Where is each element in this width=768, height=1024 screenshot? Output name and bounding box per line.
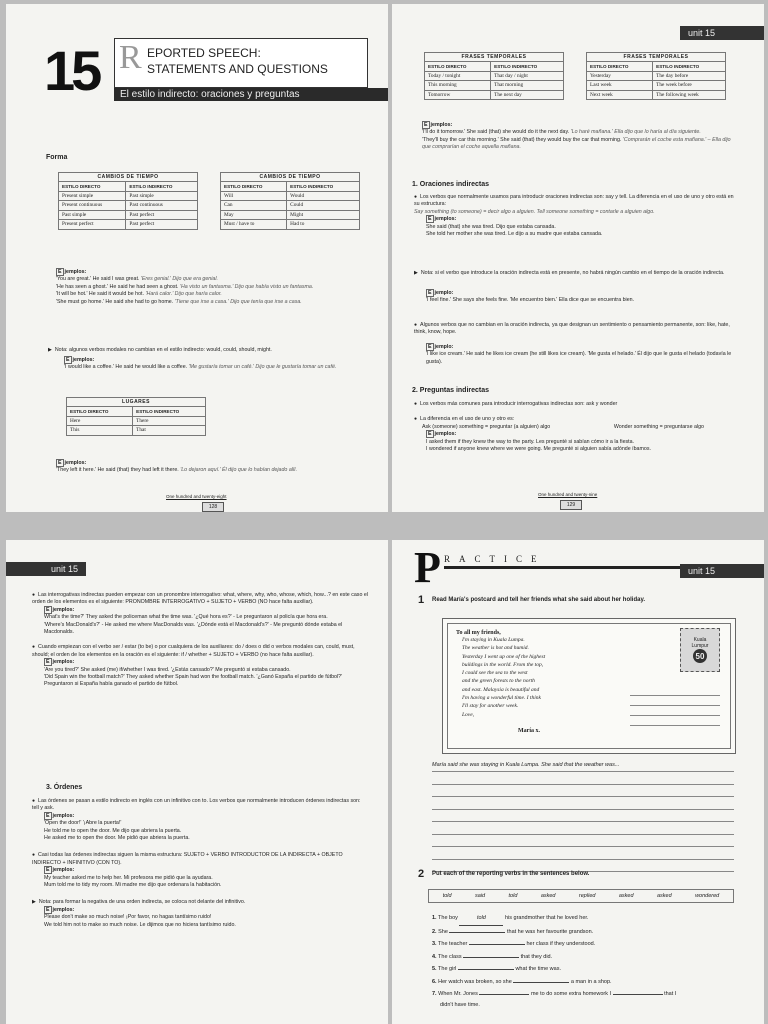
table-header: ESTILO INDIRECTO	[491, 62, 564, 72]
title-box	[114, 38, 368, 88]
table-row: This That	[67, 426, 206, 436]
exercise-1-instruction: Read María's postcard and tell her friends what she said about her holiday.	[432, 597, 646, 603]
page-131	[392, 540, 764, 1024]
table-tense-changes-2	[220, 172, 360, 230]
list-item: 7. When Mr. Jones me to do some extra homework I that I	[432, 991, 677, 997]
unit-label: unit 15	[680, 564, 764, 578]
list-item: 4. The class that they did.	[432, 953, 553, 960]
table-row: Today / tonight That day / night	[425, 71, 564, 81]
table-row: Will Would	[221, 191, 360, 201]
exercise-1-number: 1	[418, 594, 425, 606]
list-item: 5. The girl what the time was.	[432, 966, 561, 972]
table-caption: CAMBIOS DE TIEMPO	[220, 172, 360, 181]
page-number: 128	[202, 502, 224, 512]
section-1-heading: 1. Oraciones indirectas	[412, 181, 490, 188]
address-lines	[630, 686, 720, 726]
section-1-body: ● Los verbos que normalmente usamos para introducir oraciones indirectas son: say y tell. La diferencia en el uso de uno y otro está en su estructura: Say something (to someone) = decir algo a alguien. Tell someone something = contarle a alguien algo. E jemplos: She said (that) she was tired. Dijo que estaba cansada. She told her mother she was tired. Le dijo a su madre que estaba cansada.	[414, 194, 734, 238]
nota-example: E jemplos: 'I would like a coffee.' He said he would like a coffee. 'Me gustaría tomar un café.' Dijo que le gustaría tomar un café.	[64, 357, 337, 371]
table-header: ESTILO DIRECTO	[221, 182, 287, 192]
verb-bank	[428, 889, 734, 903]
exercise-2-items	[432, 912, 742, 1009]
list-item: 2. She that he was her favourite grandson.	[432, 928, 594, 935]
table-header: ESTILO INDIRECTO	[126, 182, 198, 192]
verb-option: told	[442, 893, 452, 899]
section-3-body: ● Las órdenes se pasan a estilo indirecto en inglés con un infinitivo con to. Los verbos que normalmente introducen órdenes indirectas son: tell y ask. E jemplos: 'Open the door!' '¡Abre la puerta!' He told me to open the door. Me dijo que abriera la puerta. He asked me to open the door. Me pidió que abriera la puerta. ● Casi todas las órdenes indirectas siguen la misma estructura: SUJETO + VERBO INTRODUCTOR DE LA INDIRECTA + OBJETO INDIRECTO + INFINITIVO (CON TO). E jemplos: My teacher asked me to help her. Mi profesora me pidió que la ayudara. Mum told me to tidy my room. Mi madre me dijo que ordenara la habitación. ▶ Nota: para formar la negativa de una orden indirecta, se coloca not delante del infinitivo. E jemplos: Please don't make so much noise! ¡Por favor, no hagas tantísimo ruido! We told him not to make so much noise. Le dijimos que no hiciera tantísimo ruido.	[32, 798, 368, 929]
list-item-continued: didn't have time.	[440, 1001, 480, 1008]
table-header: ESTILO INDIRECTO	[133, 407, 206, 417]
page-number: 129	[560, 500, 582, 510]
table-row: Last week The week before	[587, 81, 726, 91]
verb-option: asked	[540, 893, 556, 899]
exercise-2-instruction: Put each of the reporting verbs in the sentences below.	[432, 871, 590, 877]
exercise-2-number: 2	[418, 868, 425, 880]
practice-initial: P	[414, 543, 441, 592]
table-header: ESTILO DIRECTO	[425, 62, 491, 72]
table-row: Must / have to Had to	[221, 220, 360, 230]
list-item: 6. Her watch was broken, so she a man in a shop.	[432, 978, 612, 985]
examples-block-1: E jemplos: 'You are great.' He said I was great. 'Eres genial.' Dijo que era genial. 'He has seen a ghost.' He said he had seen a ghost. 'Ha visto un fantasma.' Dijo que había visto un fantasma. 'It will be hot.' He said it would be hot. 'Hará calor.' Dijo que haría calor. 'She must go home.' He said she had to go home. 'Tiene que irse a casa.' Dijo que tenía que irse a casa.	[56, 269, 314, 305]
table-row: Tomorrow The next day	[425, 90, 564, 100]
verb-option: asked	[618, 893, 634, 899]
exercise-1-answer-lines[interactable]	[432, 762, 734, 872]
section-1-bullet-2: ● Algunos verbos que no cambian en la oración indirecta, ya que designan un sentimiento o pensamiento permanente, son: like, hate, think, know, hope.	[414, 322, 734, 337]
table-tense-changes-1	[58, 172, 198, 230]
table-row: May Might	[221, 210, 360, 220]
verb-option: replied	[578, 893, 596, 899]
unit-label: unit 15	[680, 26, 764, 40]
table-row: Present continuous Past continuous	[59, 201, 198, 211]
table-row: Next week The following week	[587, 90, 726, 100]
table-row: This morning That morning	[425, 81, 564, 91]
title-initial: R	[119, 39, 142, 76]
table-caption: FRASES TEMPORALES	[424, 52, 564, 61]
section-2-heading: 2. Preguntas indirectas	[412, 387, 490, 394]
answer-blank[interactable]	[449, 932, 505, 933]
table-header: ESTILO DIRECTO	[587, 62, 653, 72]
table-row: Present perfect Past perfect	[59, 220, 198, 230]
list-item: 1. The boy told his grandmother that he loved her.	[432, 912, 742, 926]
table-row: Present simple Past simple	[59, 191, 198, 201]
answer-blank[interactable]	[479, 994, 529, 995]
table-row: Here There	[67, 416, 206, 426]
table-header: ESTILO DIRECTO	[67, 407, 133, 417]
verb-option: wondered	[695, 893, 720, 899]
table-time-phrases-1	[424, 52, 564, 100]
table-row: Past simple Past perfect	[59, 210, 198, 220]
page-footer: One hundred and twenty-nine	[538, 492, 598, 497]
section-1-note-example: E jemplo: 'I feel fine.' She says she feels fine. 'Me encuentro bien.' Ella dice que se encuentra bien.	[426, 290, 635, 304]
answer-blank[interactable]	[513, 982, 569, 983]
table-time-phrases-2	[586, 52, 726, 100]
answer-blank[interactable]	[613, 994, 663, 995]
verb-option: said	[475, 893, 486, 899]
examples-block-2: E jemplos: 'They left it here.' He said (that) they had left it there. 'Lo dejaron aquí.' Él dijo que lo habían dejado allí.	[56, 460, 298, 474]
section-1-note: ▶ Nota: si el verbo que introduce la oración indirecta está en presente, no habrá ningún cambio en el tiempo de la oración indirecta.	[414, 270, 734, 277]
table-caption: LUGARES	[66, 397, 206, 406]
table-header: ESTILO DIRECTO	[59, 182, 126, 192]
section-3-heading: 3. Órdenes	[46, 784, 83, 791]
answer-blank[interactable]	[458, 969, 514, 970]
answer-example: María said she was staying in Kuala Lumpa. She said that the weather was...	[432, 762, 734, 772]
page-130	[6, 540, 388, 1024]
postcard-greeting: To all my friends,	[456, 630, 501, 636]
postcard	[442, 618, 736, 754]
ejemplos-label: E jemplos:	[58, 269, 87, 275]
nota-modales: ▶ Nota: algunos verbos modales no cambian en el estilo indirecto: would, could, should, might.	[48, 347, 368, 354]
postcard-message: I'm staying in Kuala Lumpa. The weather is hot and humid. Yesterday I went up one of the highest buildings in the world. From the top, I could see the sea to the west and the green forests to the north and east. Malaysia is beautiful and I'm having a wonderful time. I think I'll stay for another week. Love,	[462, 637, 546, 718]
page-129	[392, 4, 764, 512]
table-places	[66, 397, 206, 436]
unit-label: unit 15	[6, 562, 86, 576]
section-2-body: ● Los verbos más comunes para introducir interrogativas indirectas son: ask y wonder ● La diferencia en el uso de uno y otro es: Ask (someone) something = preguntar (a alguien) algo Wonder something = preguntarse algo E jemplos: I asked them if they knew the way to the party. Les pregunté si sabían cómo ir a la fiesta. I wondered if anyone knew where we were going. Me pregunté si alguien sabía adónde íbamos.	[414, 401, 734, 453]
title-line1: EPORTED SPEECH:	[147, 46, 261, 60]
table-caption: FRASES TEMPORALES	[586, 52, 726, 61]
answer-blank[interactable]	[463, 957, 519, 958]
table-header: ESTILO INDIRECTO	[653, 62, 726, 72]
subtitle-banner: El estilo indirecto: oraciones y preguntas	[114, 88, 388, 101]
page-footer: One hundred and twenty-eight	[166, 494, 227, 499]
title-line2: STATEMENTS AND QUESTIONS	[147, 62, 328, 76]
section-interrogatives: ● Las interrogativas indirectas pueden empezar con un pronombre interrogativo: what, where, why, who, whose, which, how...? en este caso el orden de los elementos es el siguiente: PRONOMBRE INTERROGATIVO + SUJETO + VERBO (NO hace falta auxiliar). E jemplos: What's the time?' They asked the policeman what the time was. '¿Qué hora es?' - Le preguntaron al policía que hora era. 'Where's MacDonald's?' - He asked me where MacDonalds was. '¿Dónde está el Macdonald's?' - Me preguntó dónde estaba el Macdonalds. ● Cuando empiezan con el verbo ser / estar (to be) o por cualquiera de los auxiliares: do / does o did o verbos modales can, could, must, should; el orden de los elementos en la oración es el siguiente: if / whether + SUJETO + VERBO (no hace falta auxiliar). E jemplos: 'Are you tired?' She asked (me) if/whether I was tired. '¿Estás cansado?' Me preguntó si estaba cansado. 'Did Spain win the football match?' They asked whether Spain had won the football match. '¿Ganó España el partido de fútbol?' Preguntaron si España había ganado el partido de fútbol.	[32, 592, 368, 689]
verb-option: asked	[656, 893, 672, 899]
table-caption: CAMBIOS DE TIEMPO	[58, 172, 198, 181]
postcard-signature: María x.	[518, 728, 540, 734]
section-1-bullet-2-example: E jemplo: 'I like ice cream.' He said he likes ice cream (he still likes ice cream). 'Me gusta el helado.' Él dijo que le gusta el helado (todavía le gusta).	[426, 344, 732, 365]
table-row: Can Could	[221, 201, 360, 211]
postage-stamp: Kuala Lumpur 50	[680, 628, 720, 672]
practice-title: RACTICE	[444, 554, 546, 564]
answer-blank[interactable]	[469, 944, 525, 945]
page-128	[6, 4, 388, 512]
table-row: Yesterday The day before	[587, 71, 726, 81]
answer-blank[interactable]: told	[459, 912, 503, 926]
forma-heading: Forma	[46, 154, 68, 161]
unit-number: 15	[44, 39, 99, 102]
examples-time: E jemplos: 'I'll do it tomorrow.' She said (that) she would do it the next day. 'Lo haré mañana.' Ella dijo que lo haría al día siguiente. 'They'll buy the car this morning.' She said (that) they would buy the car that morning. 'Comprarán el coche esta mañana.' – Ella dijo que comprarían el coche aquella mañana.	[422, 122, 731, 151]
table-header: ESTILO INDIRECTO	[287, 182, 360, 192]
verb-option: told	[508, 893, 518, 899]
list-item: 3. The teacher her class if they understood.	[432, 941, 596, 947]
